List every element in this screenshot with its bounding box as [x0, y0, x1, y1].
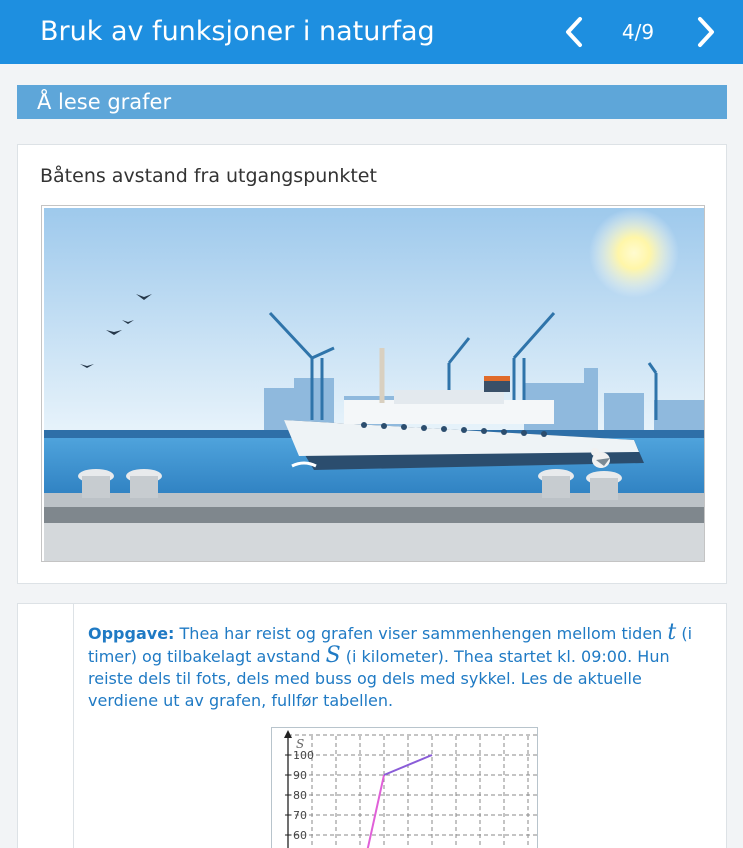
section-header [17, 85, 727, 119]
variable-s: S [325, 643, 341, 668]
harbor-illustration [41, 205, 705, 562]
y-tick-label: 60 [293, 829, 307, 842]
chevron-right-icon [688, 14, 722, 50]
illustration-card [17, 144, 727, 584]
page-counter: 4/9 [621, 20, 655, 44]
card-gutter-divider [73, 604, 74, 848]
task-text-part-2: (i timer) og tilbakelagt avstand [88, 624, 693, 666]
y-tick-label: 100 [293, 749, 314, 762]
chevron-left-icon [558, 14, 592, 50]
section-title: Å lese grafer [37, 90, 172, 114]
series-line [367, 775, 384, 848]
previous-page-button[interactable] [558, 14, 592, 50]
variable-t: t [667, 620, 677, 645]
distance-time-graph [271, 727, 538, 848]
y-tick-label: 80 [293, 789, 307, 802]
app-header [0, 0, 743, 64]
y-axis-label: S [296, 737, 305, 751]
ferry-harbor-image [44, 208, 704, 561]
y-tick-label: 90 [293, 769, 307, 782]
task-text [88, 622, 708, 712]
y-tick-label: 70 [293, 809, 307, 822]
page-title: Bruk av funksjoner i naturfag [40, 16, 435, 47]
task-text-part-1: Thea har reist og grafen viser sammenhengen mellom tiden [174, 624, 668, 643]
next-page-button[interactable] [688, 14, 722, 50]
task-text-part-3: (i kilometer). Thea startet kl. 09:00. Hun reiste dels til fots, dels med buss og dels med sykkel. Les de aktuelle verdiene ut av grafen, fullfør tabellen. [88, 647, 670, 710]
task-label: Oppgave: [88, 624, 175, 643]
graph-svg [272, 728, 537, 848]
card-heading: Båtens avstand fra utgangspunktet [40, 165, 377, 187]
y-axis-arrow [284, 730, 292, 738]
task-card [17, 603, 727, 848]
